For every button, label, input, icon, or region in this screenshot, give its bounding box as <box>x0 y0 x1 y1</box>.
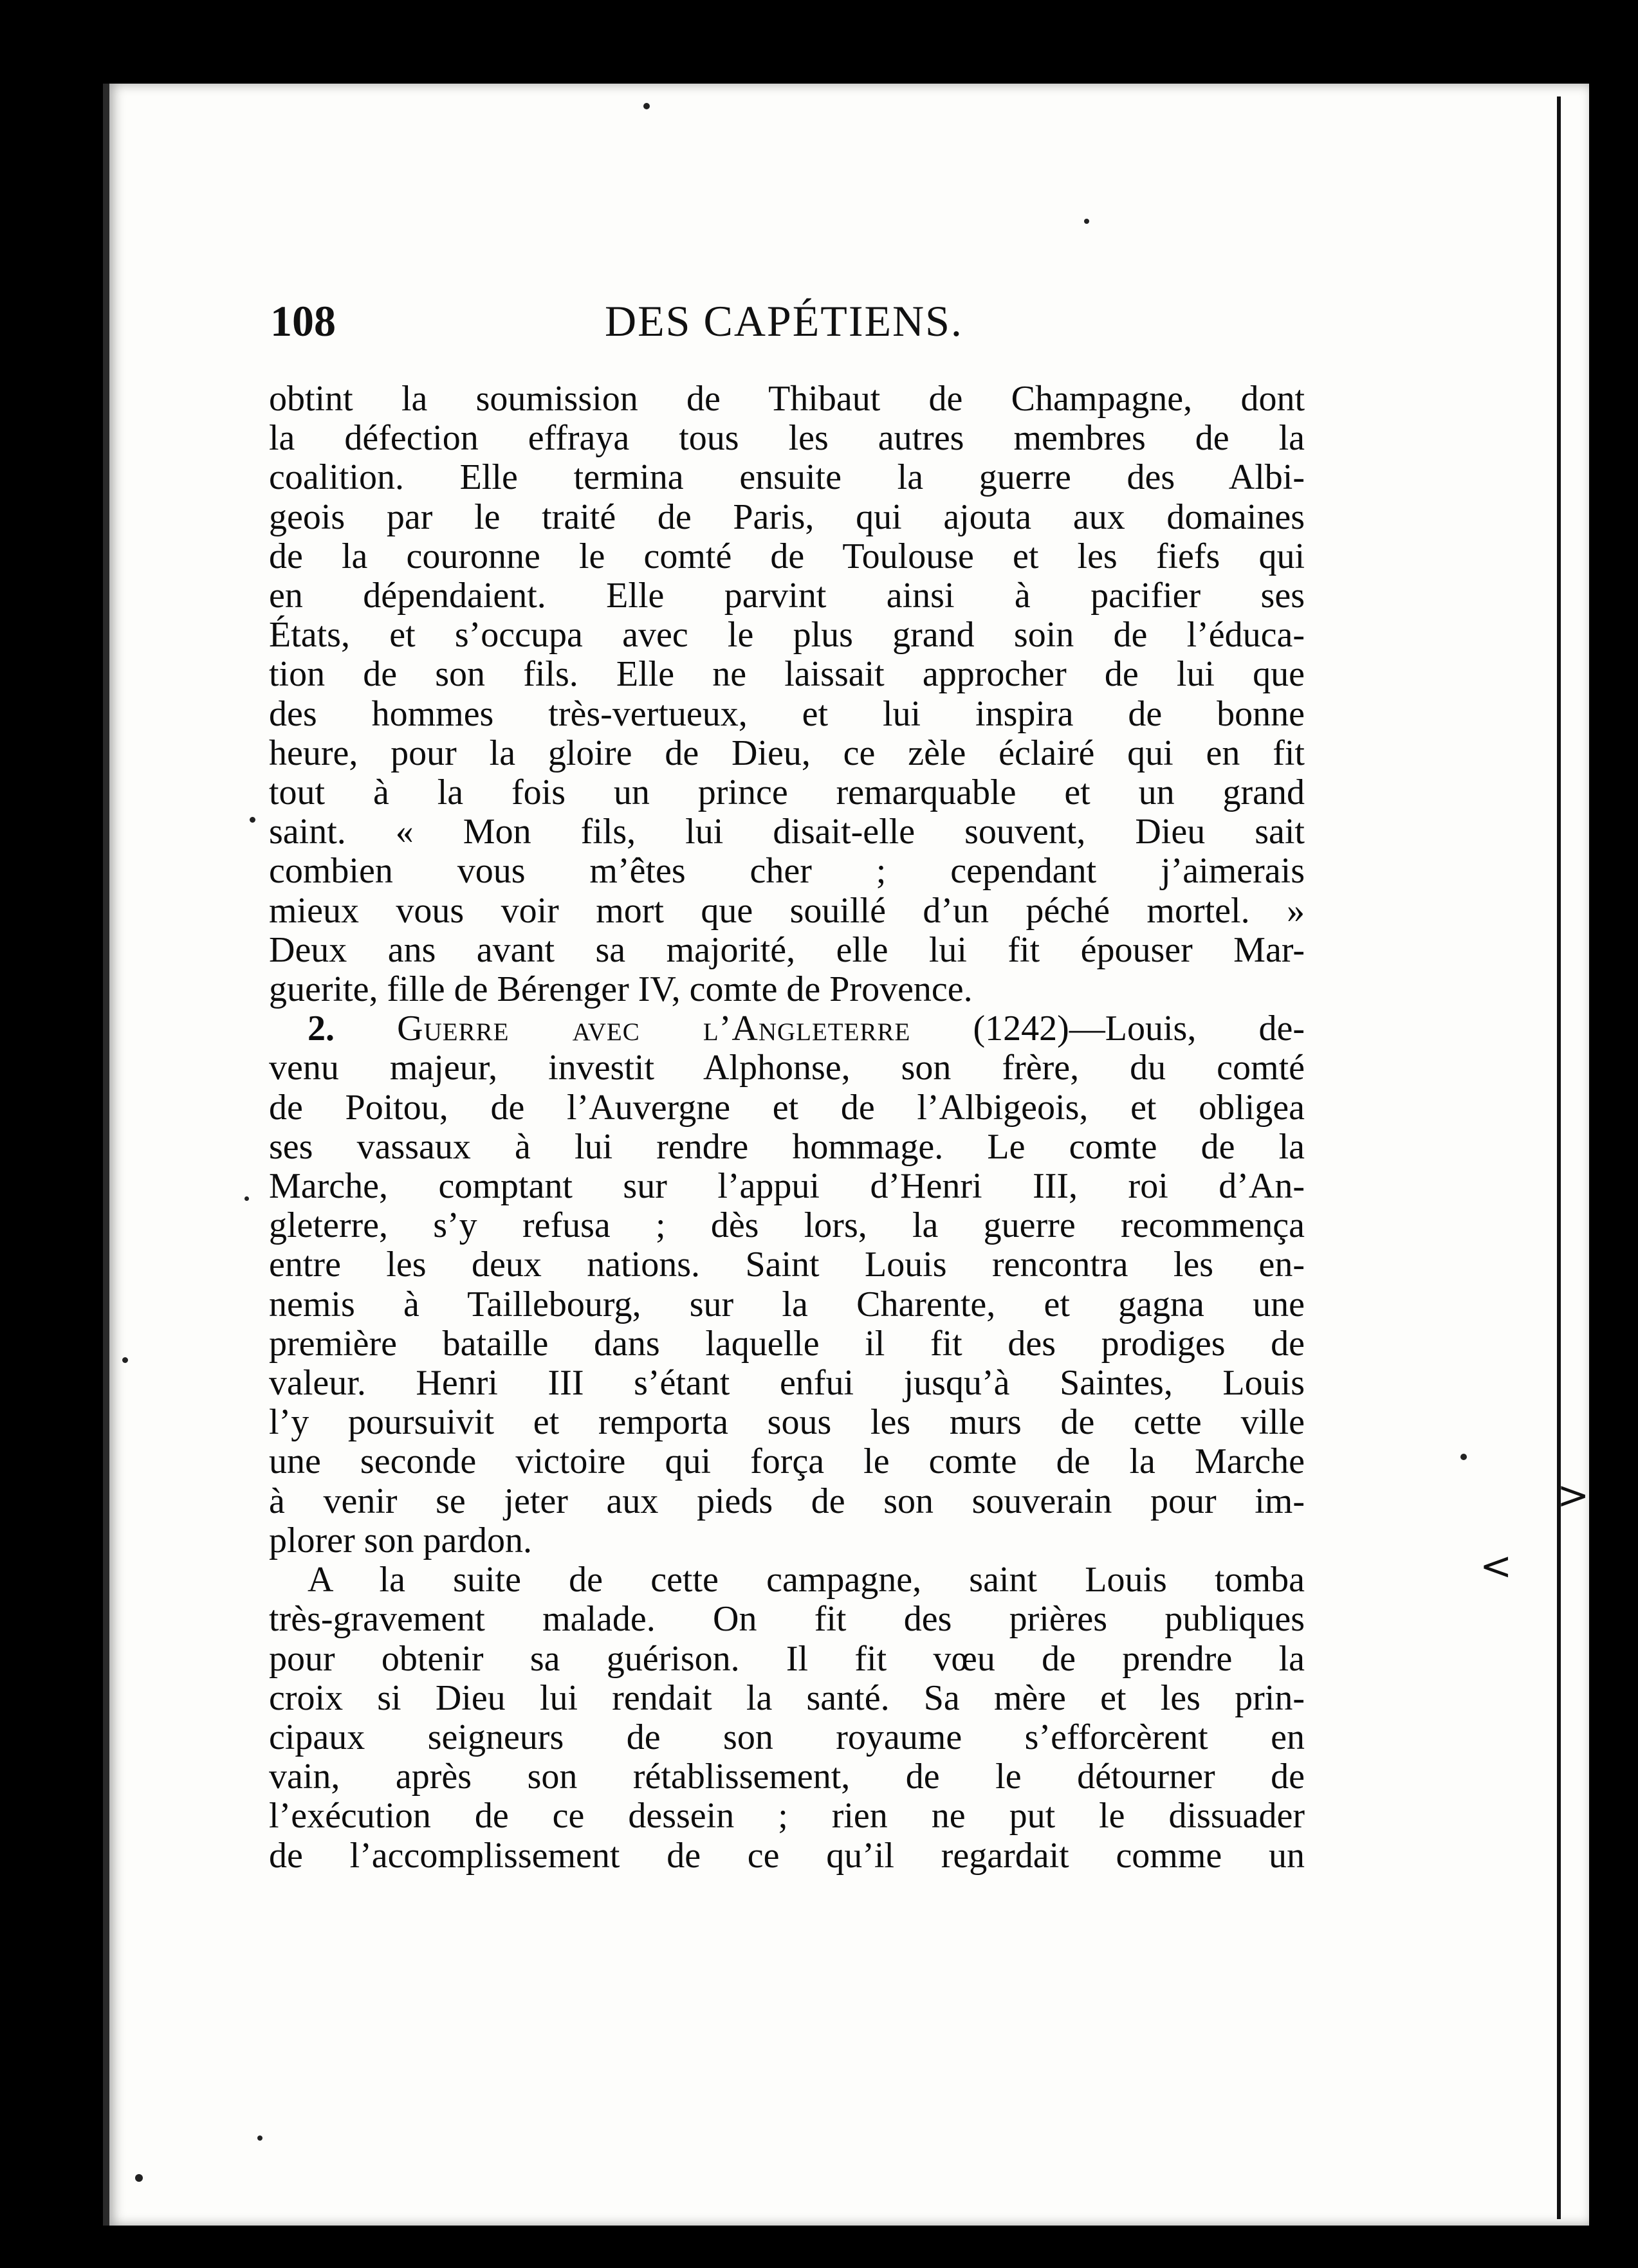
margin-mark-right-lower: < <box>1480 1544 1513 1589</box>
text-line: cipaux seigneurs de son royaume s’efforcèrent en <box>269 1717 1305 1757</box>
scan-speck <box>135 2174 143 2182</box>
section-line-rest: —Louis, de- <box>1069 1009 1305 1049</box>
text-line: nemis à Taillebourg, sur la Charente, et gagna une <box>269 1284 1305 1324</box>
page-header <box>270 283 1312 354</box>
text-line: guerite, fille de Bérenger IV, comte de Provence. <box>269 969 973 1010</box>
text-line: à venir se jeter aux pieds de son souverain pour im- <box>269 1481 1305 1521</box>
text-line: une seconde victoire qui força le comte de la Marche <box>269 1441 1305 1482</box>
page-edge <box>1557 96 1561 2219</box>
scan-speck <box>643 103 650 109</box>
text-line: plorer son pardon. <box>269 1520 533 1560</box>
body-text <box>269 380 1305 1876</box>
text-line: tion de son fils. Elle ne laissait approcher de lui que <box>269 654 1305 695</box>
section-heading-line <box>269 1009 1305 1048</box>
text-line: combien vous m’êtes cher ; cependant j’aimerais <box>269 851 1305 892</box>
text-line: l’y poursuivit et remporta sous les murs de cette ville <box>269 1402 1305 1443</box>
text-line: pour obtenir sa guérison. Il fit vœu de prendre la <box>269 1638 1305 1679</box>
scan-speck <box>122 1357 128 1363</box>
text-line: de Poitou, de l’Auvergne et de l’Albigeois, et obligea <box>269 1087 1305 1128</box>
text-line: tout à la fois un prince remarquable et un grand <box>269 773 1305 813</box>
scan-speck <box>244 1196 249 1201</box>
scan-speck <box>1084 219 1089 224</box>
page-number: 108 <box>270 297 336 345</box>
section-date: (1242) <box>973 1009 1069 1049</box>
text-line: en dépendaient. Elle parvint ainsi à pacifier ses <box>269 576 1305 616</box>
text-line: ses vassaux à lui rendre hommage. Le comte de la <box>269 1126 1305 1167</box>
text-line: mieux vous voir mort que souillé d’un péché mortel. » <box>269 890 1305 931</box>
scan-speck <box>257 2135 262 2141</box>
section-number: 2. <box>308 1009 335 1049</box>
text-line: États, et s’occupa avec le plus grand soin de l’éduca- <box>269 615 1305 655</box>
text-line: heure, pour la gloire de Dieu, ce zèle éclairé qui en fit <box>269 733 1305 773</box>
text-line: coalition. Elle termina ensuite la guerre des Albi- <box>269 457 1305 498</box>
text-line: valeur. Henri III s’étant enfui jusqu’à Saintes, Louis <box>269 1363 1305 1404</box>
text-line: l’exécution de ce dessein ; rien ne put le dissuader <box>269 1796 1305 1836</box>
text-line: Deux ans avant sa majorité, elle lui fit épouser Mar- <box>269 929 1305 970</box>
text-line: première bataille dans laquelle il fit des prodiges de <box>269 1323 1305 1364</box>
text-line: de la couronne le comté de Toulouse et les fiefs qui <box>269 536 1305 576</box>
text-line: A la suite de cette campagne, saint Louis tomba <box>308 1560 1305 1600</box>
text-line: saint. « Mon fils, lui disait-elle souvent, Dieu sait <box>269 812 1305 852</box>
text-line: geois par le traité de Paris, qui ajouta aux domaines <box>269 497 1305 537</box>
text-line: vain, après son rétablissement, de le détourner de <box>269 1757 1305 1797</box>
text-line: gleterre, s’y refusa ; dès lors, la guerre recommença <box>269 1205 1305 1246</box>
text-line: des hommes très-vertueux, et lui inspira de bonne <box>269 693 1305 734</box>
text-line: très-gravement malade. On fit des prières publiques <box>269 1599 1305 1640</box>
scan-speck <box>1460 1454 1467 1460</box>
text-line: la défection effraya tous les autres membres de la <box>269 418 1305 459</box>
text-line: croix si Dieu lui rendait la santé. Sa mère et les prin- <box>269 1678 1305 1718</box>
text-line: obtint la soumission de Thibaut de Champagne, dont <box>269 379 1305 419</box>
margin-mark-right: > <box>1557 1473 1590 1518</box>
section-heading: Guerre avec l’Angleterre <box>397 1009 911 1049</box>
text-line: Marche, comptant sur l’appui d’Henri III, roi d’An- <box>269 1166 1305 1207</box>
scan-speck <box>250 817 255 823</box>
text-line: entre les deux nations. Saint Louis rencontra les en- <box>269 1245 1305 1285</box>
text-line: venu majeur, investit Alphonse, son frère, du comté <box>269 1048 1305 1088</box>
running-title: DES CAPÉTIENS. <box>605 297 963 345</box>
text-line: de l’accomplissement de ce qu’il regardait comme un <box>269 1835 1305 1876</box>
